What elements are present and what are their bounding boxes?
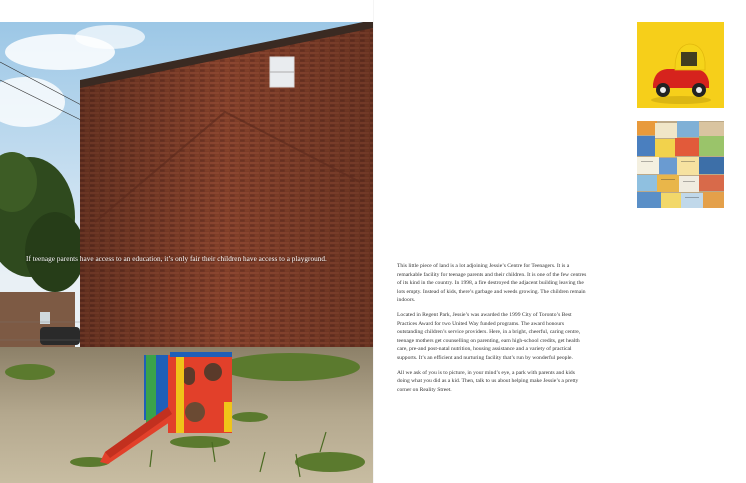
article-body xyxy=(397,262,587,400)
page-gutter xyxy=(373,0,374,483)
paragraph-3: All we ask of you is to picture, in your mind’s eye, a park with parents and kids doing what you did as a kid. Then, talk to us about helping make Jessie’s a pretty corner on Reality Street. xyxy=(397,369,579,393)
toy-car-icon xyxy=(637,22,724,108)
toy-car-thumbnail xyxy=(637,22,724,108)
paragraph-2: Located in Regent Park, Jessie’s was awarded the 1999 City of Toronto’s Best Practices Award for two United Way funded programs. The award honours outstanding children’s service providers. Here, in a bright, cheerful, caring centre, teenage mothers get counselling on parenting, earn high-school credits, get health care, pre-and post-natal nutrition, housing assistance and a variety of practical supports. It’s an efficient and nurturing facility that’s run by wonderful people. xyxy=(397,311,581,361)
books-icon xyxy=(637,121,724,208)
playground-lot-photo xyxy=(0,22,373,483)
paragraph-1: This little piece of land is a lot adjoining Jessie’s Centre for Teenagers. It is a remarkable facility for teenage parents and their children. It is one of the few centres of its kind in the country. In 1998, a fire destroyed the adjacent building leaving the lots empty. Instead of kids, there’s garbage and weeds growing. The children remain indoors. xyxy=(397,263,587,304)
brick-wall-lot-illustration xyxy=(0,22,373,483)
books-thumbnail xyxy=(637,121,724,208)
photo-caption: If teenage parents have access to an education, it’s only fair their children have access to a playground. xyxy=(26,255,327,263)
